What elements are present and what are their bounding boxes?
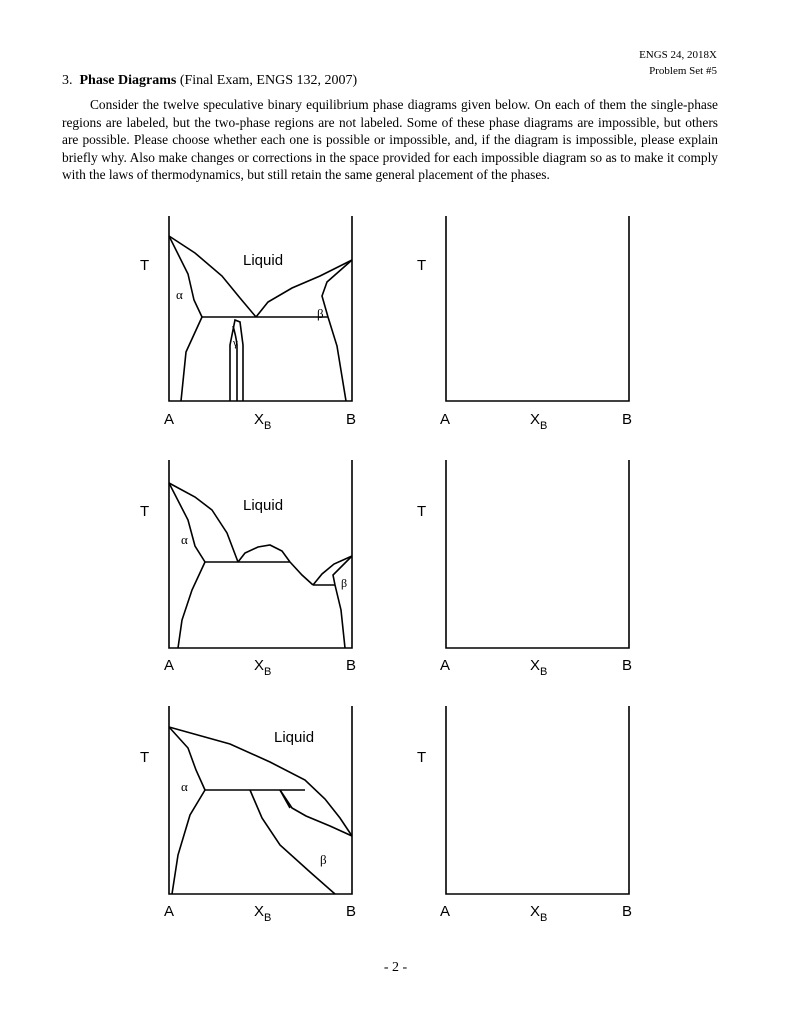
frame-right-2	[446, 460, 629, 648]
liquid-label: Liquid	[274, 729, 315, 746]
b-axis-label: B	[346, 903, 357, 920]
inner-curve-3	[280, 790, 352, 836]
page-number: - 2 -	[383, 960, 408, 975]
liquid-label: Liquid	[243, 252, 284, 269]
beta-solvus-1	[328, 317, 346, 401]
alpha-liquidus-2	[169, 483, 238, 562]
a-axis-label: A	[440, 657, 451, 674]
xb-axis-label: $X_B$	[254, 411, 272, 432]
a-axis-label: A	[440, 411, 451, 428]
beta-right-3	[280, 790, 290, 808]
course-label: ENGS 24, 2018X	[639, 49, 717, 61]
b-axis-label: B	[622, 903, 633, 920]
problem-heading: Phase Diagrams	[79, 73, 177, 88]
xb-axis-label: $X_B$	[530, 411, 548, 432]
b-axis-label: B	[346, 411, 357, 428]
frame-right-1	[446, 216, 629, 401]
t-axis-label: T	[417, 503, 427, 520]
a-axis-label: A	[440, 903, 451, 920]
xb-axis-label: $X_B$	[254, 657, 272, 678]
frame-left-2	[169, 460, 352, 648]
a-axis-label: A	[164, 657, 175, 674]
beta-label: β	[317, 306, 324, 321]
diagram-1	[169, 216, 352, 401]
b-axis-label: B	[346, 657, 357, 674]
alpha-solvus-1	[181, 317, 202, 401]
beta-solidus-1	[322, 260, 352, 317]
b-axis-label: B	[622, 411, 633, 428]
alpha-label: α	[181, 779, 188, 794]
xb-axis-label: $X_B$	[530, 657, 548, 678]
xb-axis-label: $X_B$	[530, 903, 548, 924]
right-branch-2	[290, 562, 313, 585]
t-axis-label: T	[140, 257, 150, 274]
b-axis-label: B	[622, 657, 633, 674]
a-axis-label: A	[164, 411, 175, 428]
alpha-solidus-1	[169, 236, 202, 317]
alpha-label: α	[176, 287, 183, 302]
liquid-label: Liquid	[243, 497, 284, 514]
problem-number: 3.	[62, 73, 73, 88]
problem-body: Consider the twelve speculative binary equilibrium phase diagrams given below. On each of them the single-phase regions are labeled, but the two-phase regions are not labeled. Some of these phase diagrams are impossible, but others are possible. Please choose whether each one is possible or impossible, and, if the diagram is impossible, please explain briefly why. Also make changes or corrections in the space provided for each impossible diagram so as to make it comply with the laws of thermodynamics, but still retain the same general placement of the phases.	[62, 97, 718, 183]
diagram-2	[169, 460, 352, 648]
t-axis-label: T	[140, 749, 150, 766]
t-axis-label: T	[417, 257, 427, 274]
t-axis-label: T	[417, 749, 427, 766]
beta-left-3	[250, 790, 335, 894]
beta-solvus-2	[335, 585, 345, 648]
gamma-label: γ	[233, 337, 238, 349]
a-axis-label: A	[164, 903, 175, 920]
alpha-solidus-2	[169, 483, 205, 562]
frame-right-3	[446, 706, 629, 894]
problem-source: (Final Exam, ENGS 132, 2007)	[179, 73, 358, 88]
beta-label: β	[320, 852, 327, 867]
alpha-label: α	[181, 532, 188, 547]
alpha-solvus-3	[172, 790, 205, 894]
frame-left-1	[169, 216, 352, 401]
t-axis-label: T	[140, 503, 150, 520]
alpha-solvus-2	[178, 562, 205, 648]
dome-2	[238, 545, 290, 562]
liquidus-3	[169, 727, 352, 836]
beta-label: β	[341, 576, 348, 590]
alpha-liquidus-1	[169, 236, 256, 317]
problem-set-label: Problem Set #5	[649, 65, 717, 77]
xb-axis-label: $X_B$	[254, 903, 272, 924]
